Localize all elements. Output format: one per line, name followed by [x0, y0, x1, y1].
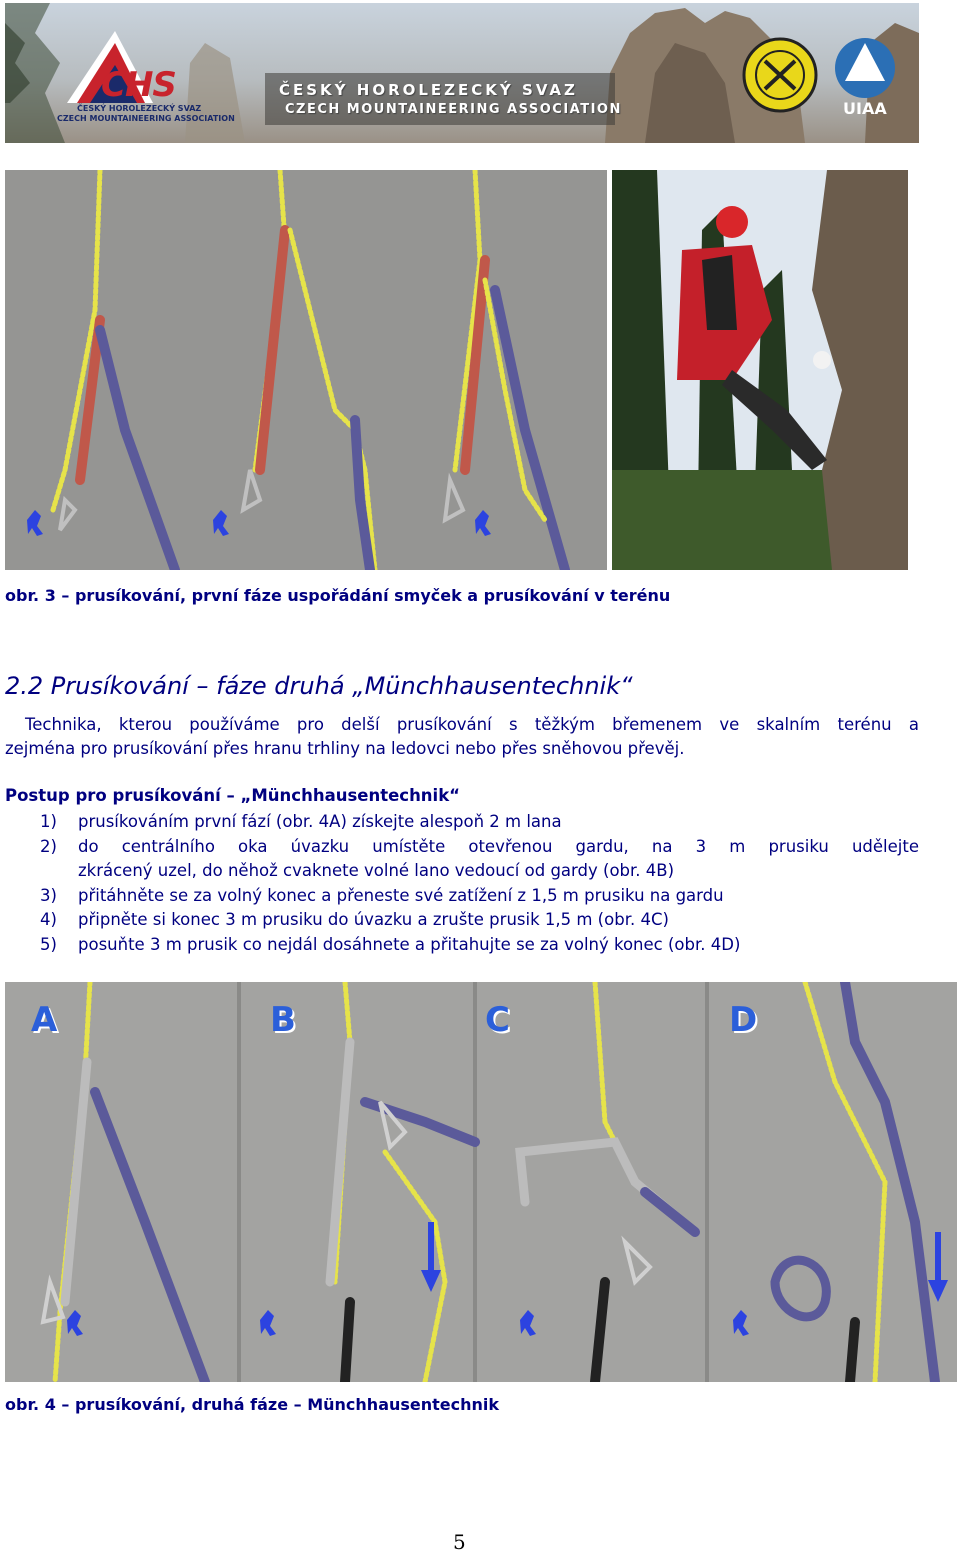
figure-3-caption: obr. 3 – prusíkování, první fáze uspořádání smyček a prusíkování v terénu — [5, 586, 671, 605]
panel-label-c: C — [485, 1000, 510, 1040]
photo-climber-terrain — [612, 170, 908, 570]
step-2 — [40, 835, 919, 883]
step-text: připněte si konec 3 m prusiku do úvazku a zrušte prusik 1,5 m (obr. 4C) — [78, 910, 669, 929]
uiaa-logo-text: UIAA — [843, 99, 887, 118]
photo-prusik-loops — [5, 170, 607, 570]
step-text-continued: zkrácený uzel, do něhož cvaknete volné lano vedoucí od gardy (obr. 4B) — [78, 861, 675, 880]
step-number: 1) — [40, 812, 57, 831]
step-text: do centrálního oka úvazku umístěte otevřenou gardu, na 3 m prusiku udělejte — [78, 837, 919, 856]
step-text: posuňte 3 m prusik co nejdál dosáhnete a přitahujte se za volný konec (obr. 4D) — [78, 935, 741, 954]
panel-label-a: A — [31, 1000, 58, 1040]
step-number: 5) — [40, 935, 57, 954]
step-4 — [40, 908, 919, 932]
intro-paragraph-line-1 — [5, 713, 919, 737]
step-number: 2) — [40, 837, 57, 856]
step-5 — [40, 933, 919, 957]
photo-munchhausen-sequence — [5, 982, 957, 1382]
chs-logo-caption: ČESKÝ HOROLEZECKÝ SVAZ — [77, 104, 202, 113]
figure-4-caption: obr. 4 – prusíkování, druhá fáze – Münchhausentechnik — [5, 1395, 500, 1414]
step-number: 3) — [40, 886, 57, 905]
step-number: 4) — [40, 910, 57, 929]
panel-label-b: B — [270, 1000, 296, 1040]
panel-label-d: D — [729, 1000, 758, 1040]
step-text: prusíkováním první fází (obr. 4A) získejte alespoň 2 m lana — [78, 812, 562, 831]
header-banner — [5, 3, 919, 143]
chs-logo-caption-en: CZECH MOUNTAINEERING ASSOCIATION — [57, 114, 235, 123]
banner-title: ČESKÝ HOROLEZECKÝ SVAZ — [279, 81, 578, 99]
step-1 — [40, 810, 919, 834]
section-heading: 2.2 Prusíkování – fáze druhá „Münchhausentechnik“ — [5, 672, 633, 700]
procedure-subheading: Postup pro prusíkování – „Münchhausentechnik“ — [5, 786, 461, 805]
intro-paragraph-line-2: zejména pro prusíkování přes hranu trhliny na ledovci nebo přes sněhovou převěj. — [5, 739, 685, 758]
step-3 — [40, 884, 919, 908]
banner-subtitle: CZECH MOUNTAINEERING ASSOCIATION — [285, 102, 622, 117]
page-number: 5 — [453, 1530, 466, 1554]
intro-text: Technika, kterou používáme pro delší prusíkování s těžkým břemenem ve skalním terénu a — [25, 715, 919, 734]
chs-logo-text: CHS — [101, 65, 176, 105]
step-text: přitáhněte se za volný konec a přeneste své zatížení z 1,5 m prusiku na gardu — [78, 886, 724, 905]
